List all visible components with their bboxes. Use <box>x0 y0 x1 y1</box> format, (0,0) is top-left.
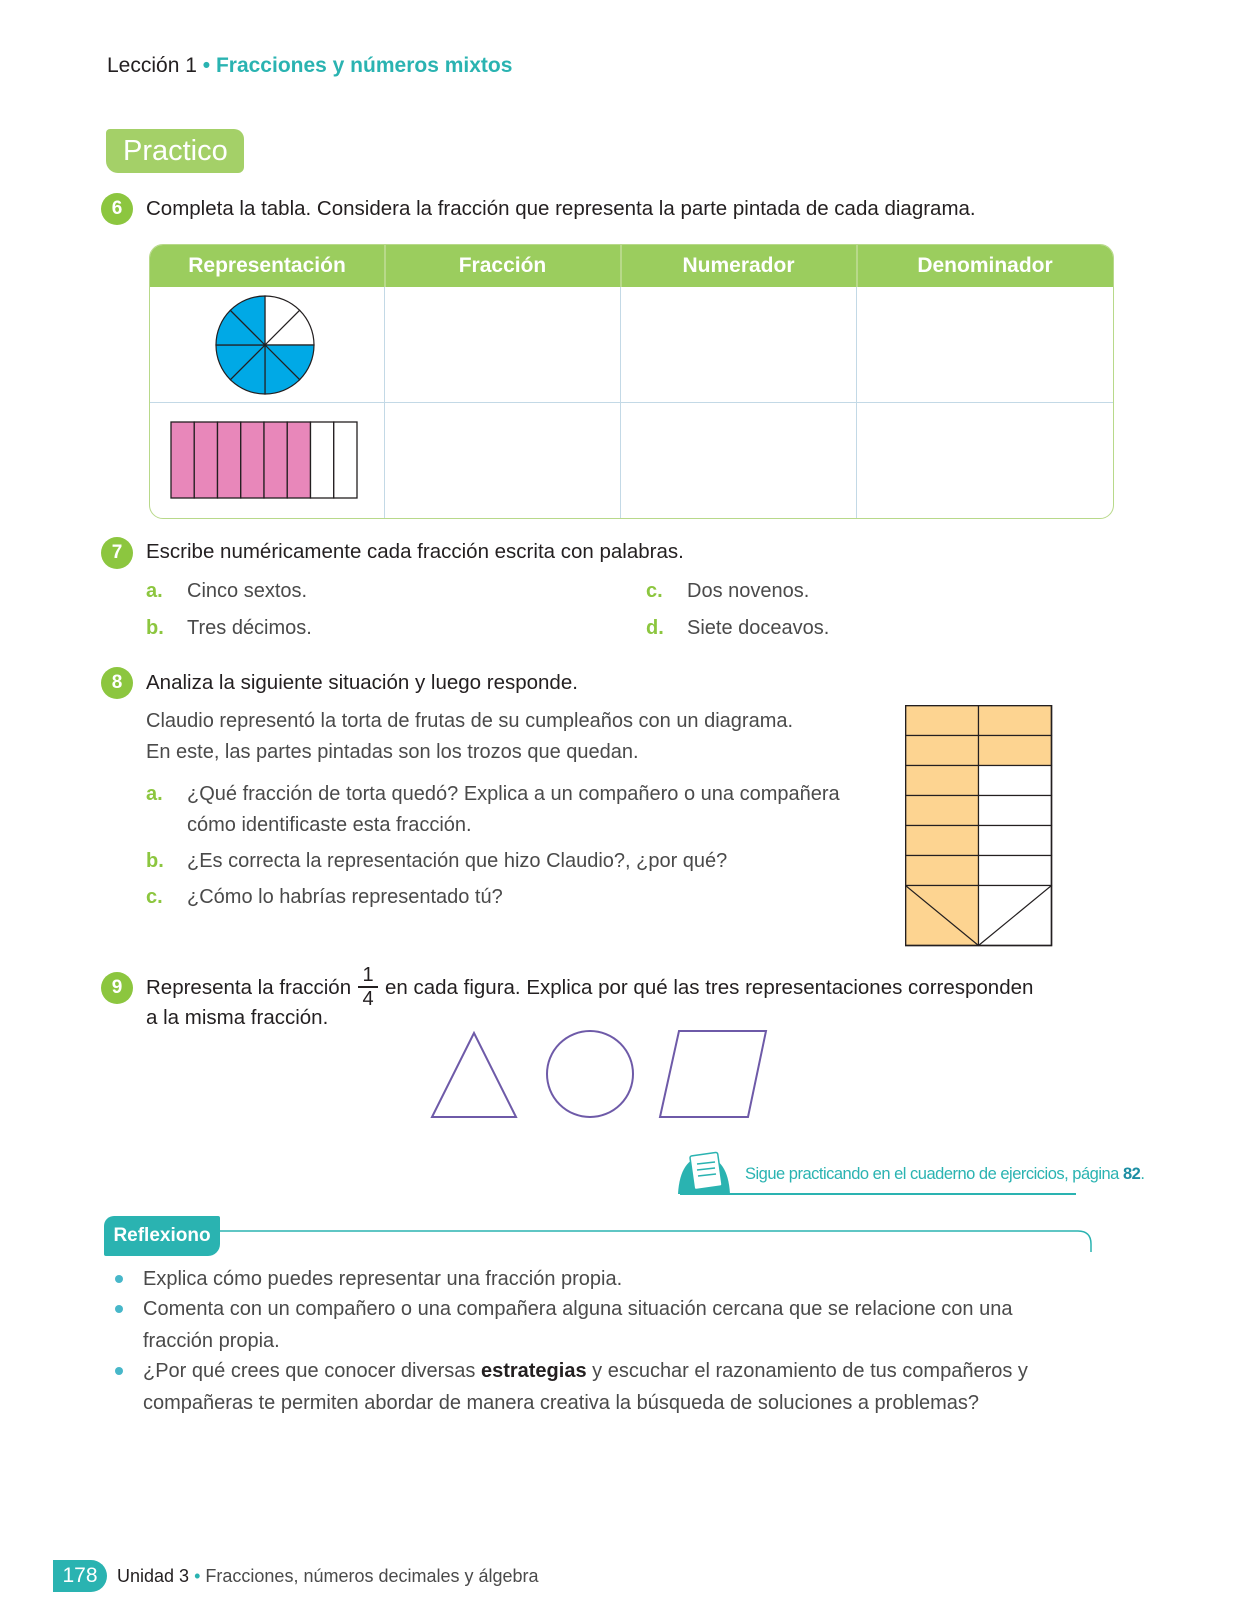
answer-cell-fraction-2[interactable] <box>385 403 620 518</box>
column-header-denominador: Denominador <box>917 254 1053 277</box>
answer-cell-fraction-1[interactable] <box>385 288 620 402</box>
lesson-header <box>107 54 512 78</box>
bullet-3 <box>115 1367 123 1375</box>
bar-segment <box>194 422 217 498</box>
item-text-8a-line-2: cómo identificaste esta fracción. <box>187 814 472 836</box>
answer-cell-denominator-1[interactable] <box>857 288 1113 402</box>
cake-piece <box>979 796 1052 826</box>
shapes-to-divide <box>425 1025 775 1125</box>
item-text-8b: ¿Es correcta la representación que hizo Claudio?, ¿por qué? <box>187 850 728 872</box>
bar-segment <box>334 422 357 498</box>
bar-segment <box>241 422 264 498</box>
page-number: 178 <box>53 1560 107 1592</box>
item-label-8a: a. <box>146 783 163 805</box>
bullet-1 <box>115 1275 123 1283</box>
cake-diagram <box>905 705 1055 950</box>
column-header-representacion: Representación <box>188 254 346 277</box>
cake-piece <box>979 736 1052 766</box>
item-text-d: Siete doceavos. <box>687 617 830 639</box>
question-7-text: Escribe numéricamente cada fracción escrita con palabras. <box>146 540 684 563</box>
fraction-one-quarter <box>357 964 379 1010</box>
triangle-shape[interactable] <box>432 1033 516 1117</box>
cake-piece <box>979 856 1052 886</box>
lesson-number: Lección 1 <box>107 54 197 77</box>
cake-piece <box>979 766 1052 796</box>
footer-text: Unidad 3 • Fracciones, números decimales y álgebra <box>117 1566 539 1586</box>
circle-fraction-diagram <box>212 292 318 398</box>
reflexiono-item-2-line-2: fracción propia. <box>143 1330 280 1352</box>
cake-piece <box>906 796 979 826</box>
cake-piece <box>906 736 979 766</box>
circle-shape[interactable] <box>547 1031 633 1117</box>
item-label-c: c. <box>646 580 663 602</box>
cake-piece <box>906 766 979 796</box>
header-dot: • <box>202 54 211 77</box>
question-6-text: Completa la tabla. Considera la fracción que representa la parte pintada de cada diagrama. <box>146 197 976 220</box>
item-label-8b: b. <box>146 850 164 872</box>
reflexiono-item-1: Explica cómo puedes representar una fracción propia. <box>143 1268 623 1290</box>
question-9-text-line-2: a la misma fracción. <box>146 1006 329 1029</box>
bar-segment <box>264 422 287 498</box>
column-header-numerador: Numerador <box>682 254 795 277</box>
sigue-underline <box>680 1193 1076 1195</box>
answer-cell-numerator-2[interactable] <box>621 403 856 518</box>
question-9-text-before: Representa la fracción <box>146 976 352 999</box>
sigue-practicando-text[interactable]: Sigue practicando en el cuaderno de ejercicios, página 82. <box>745 1165 1145 1183</box>
reflexiono-label: Reflexiono <box>104 1216 220 1256</box>
practico-banner: Practico <box>106 129 244 173</box>
question-number-9: 9 <box>101 972 133 1004</box>
sigue-practicando-label: Sigue practicando en el cuaderno de ejercicios, página <box>745 1165 1119 1183</box>
item-text-8c: ¿Cómo lo habrías representado tú? <box>187 886 503 908</box>
bar-segment <box>311 422 334 498</box>
question-8-intro-line-2: En este, las partes pintadas son los trozos que quedan. <box>146 741 639 763</box>
item-label-8c: c. <box>146 886 163 908</box>
fraction-table <box>149 244 1114 519</box>
keyword-estrategias: estrategias <box>480 1360 587 1382</box>
item-label-a: a. <box>146 580 163 602</box>
workbook-page-number: 82 <box>1122 1165 1141 1183</box>
item-text-8a-line-1: ¿Qué fracción de torta quedó? Explica a un compañero o una compañera <box>187 783 840 805</box>
question-number-6: 6 <box>101 193 133 225</box>
answer-cell-denominator-2[interactable] <box>857 403 1113 518</box>
question-8-intro-line-1: Claudio representó la torta de frutas de su cumpleaños con un diagrama. <box>146 710 794 732</box>
lesson-title: Fracciones y números mixtos <box>215 54 513 77</box>
bar-segment <box>218 422 241 498</box>
fraction-denominator: 4 <box>362 987 374 1010</box>
question-9-text-after: en cada figura. Explica por qué las tres representaciones corresponden <box>385 976 1034 999</box>
reflexiono-banner-line <box>103 1214 1098 1260</box>
cake-piece <box>906 826 979 856</box>
reflexiono-item-3-line-1: ¿Por qué crees que conocer diversas estrategias y escuchar el razonamiento de tus compañeros y <box>143 1360 1028 1382</box>
item-text-b: Tres décimos. <box>187 617 312 639</box>
fraction-numerator: 1 <box>362 964 374 986</box>
column-header-fraccion: Fracción <box>458 254 547 277</box>
item-label-d: d. <box>646 617 664 639</box>
notebook-icon <box>678 1150 730 1196</box>
rhombus-shape[interactable] <box>660 1031 766 1117</box>
cake-piece <box>979 706 1052 736</box>
footer-unit-title: Fracciones, números decimales y álgebra <box>205 1566 539 1586</box>
cake-piece <box>979 826 1052 856</box>
reflexiono-item-2-line-1: Comenta con un compañero o una compañera alguna situación cercana que se relacione con una <box>143 1298 1013 1320</box>
question-8-text: Analiza la siguiente situación y luego responde. <box>146 671 578 694</box>
question-number-7: 7 <box>101 537 133 569</box>
table-header <box>150 245 1113 287</box>
item-text-c: Dos novenos. <box>687 580 810 602</box>
item-label-b: b. <box>146 617 164 639</box>
cake-piece <box>906 856 979 886</box>
answer-cell-numerator-1[interactable] <box>621 288 856 402</box>
bullet-2 <box>115 1305 123 1313</box>
cake-piece <box>906 706 979 736</box>
bar-segment <box>287 422 310 498</box>
item-text-a: Cinco sextos. <box>187 580 308 602</box>
bar-segment <box>171 422 194 498</box>
reflexiono-item-3-line-2: compañeras te permiten abordar de manera creativa la búsqueda de soluciones a problemas? <box>143 1392 980 1414</box>
question-number-8: 8 <box>101 667 133 699</box>
footer-unit: Unidad 3 <box>117 1566 190 1586</box>
bar-fraction-diagram <box>170 420 360 500</box>
